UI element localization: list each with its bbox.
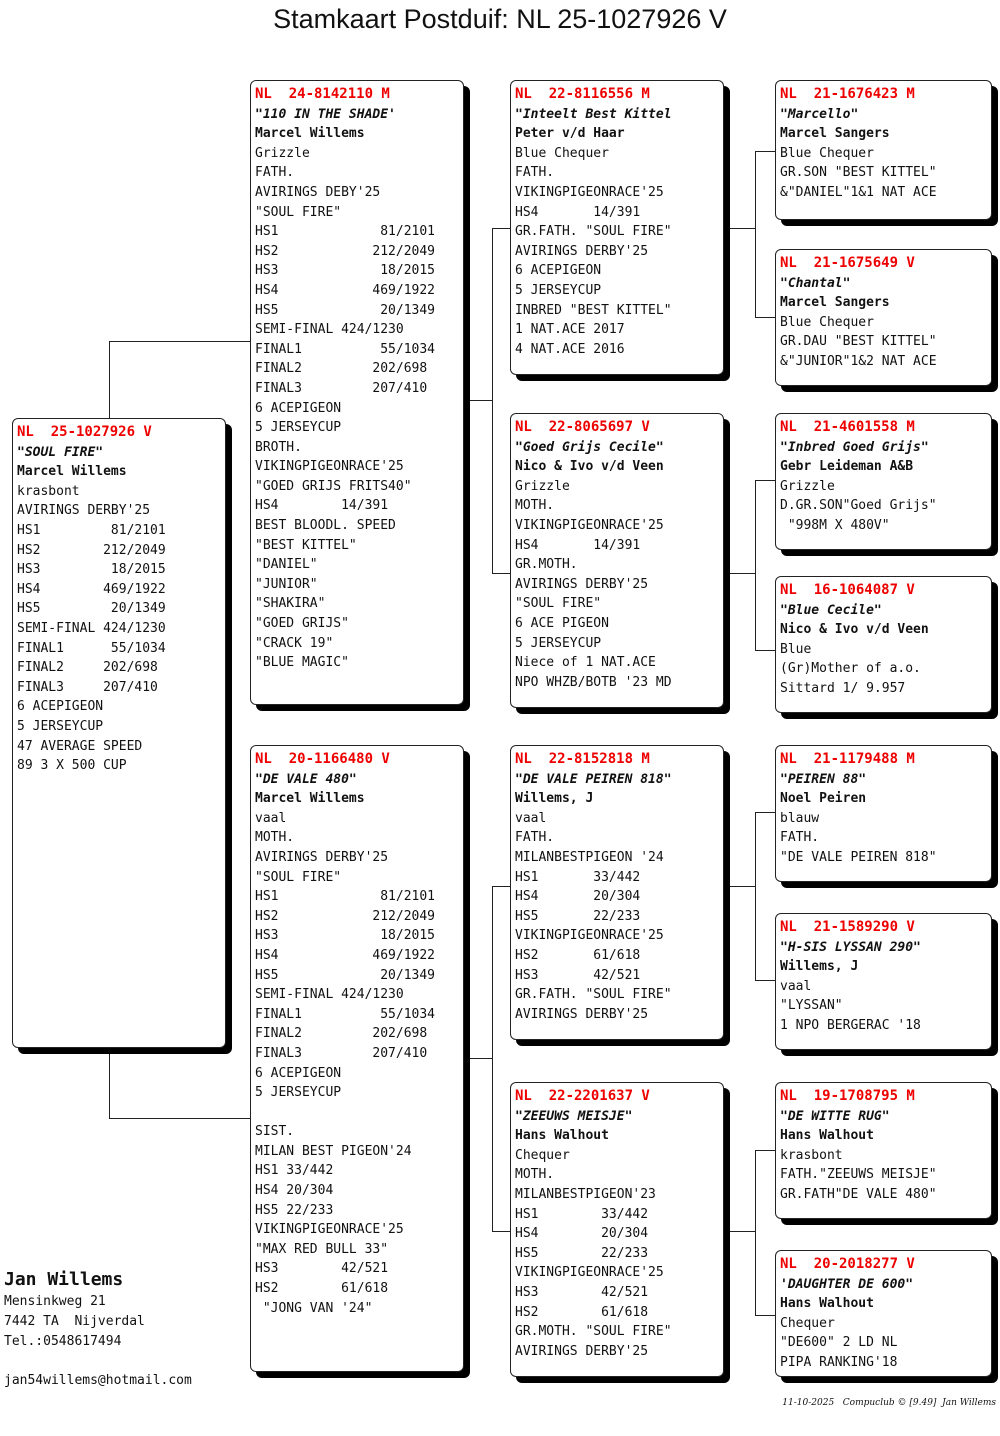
- card-line: "DANIEL": [255, 557, 318, 573]
- card-line: INBRED "BEST KITTEL": [515, 302, 672, 318]
- card-line: krasbont: [17, 483, 80, 499]
- card-line: MOTH.: [255, 830, 295, 846]
- pigeon-name: "Blue Cecile": [780, 602, 882, 618]
- card-line: FATH.: [255, 165, 295, 181]
- ring-number: NL 19-1708795 M: [780, 1088, 915, 1104]
- card-line: GR.FATH. "SOUL FIRE": [515, 224, 672, 240]
- card-line: FINAL2 202/698: [255, 1026, 428, 1042]
- breeder-name: Willems, J: [780, 959, 859, 975]
- card-line: "SOUL FIRE": [255, 204, 342, 220]
- ring-number: NL 20-2018277 V: [780, 1256, 915, 1272]
- pigeon-name: "DE WITTE RUG": [780, 1108, 890, 1124]
- card-line: 4 NAT.ACE 2016: [515, 341, 625, 357]
- card-line: HS4 14/391: [515, 537, 641, 553]
- connector-line: [492, 886, 510, 887]
- pigeon-name: "DE VALE PEIREN 818": [515, 771, 672, 787]
- page-title: Stamkaart Postduif: NL 25-1027926 V: [273, 4, 727, 34]
- connector-line: [755, 151, 775, 152]
- pigeon-card-fm-father: [775, 413, 992, 550]
- connector-line: [755, 1150, 756, 1315]
- connector-line: [109, 1046, 110, 1118]
- pigeon-name: "H-SIS LYSSAN 290": [780, 939, 921, 955]
- card-line: GR.SON "BEST KITTEL": [780, 165, 937, 181]
- card-line: HS4 14/391: [515, 204, 641, 220]
- connector-line: [755, 1150, 775, 1151]
- pigeon-card-ff-father: [775, 80, 992, 220]
- breeder-name: Hans Walhout: [515, 1128, 609, 1144]
- card-line: "998M X 480V": [780, 517, 890, 533]
- card-line: Blue: [780, 641, 812, 657]
- card-line: D.GR.SON"Goed Grijs": [780, 498, 937, 514]
- card-line: VIKINGPIGEONRACE'25: [515, 184, 664, 200]
- card-line: GR.MOTH.: [515, 557, 578, 573]
- card-line: HS4 20/304: [515, 1226, 649, 1242]
- card-line: HS1 33/442: [515, 1206, 649, 1222]
- card-line: SEMI-FINAL 424/1230: [17, 620, 166, 636]
- card-line: 1 NAT.ACE 2017: [515, 322, 625, 338]
- ring-number: NL 20-1166480 V: [255, 751, 390, 767]
- ring-number: NL 21-1675649 V: [780, 255, 915, 271]
- connector-line: [470, 400, 492, 401]
- breeder-name: Willems, J: [515, 791, 594, 807]
- card-line: FINAL1 55/1034: [255, 341, 436, 357]
- card-line: HS2 61/618: [515, 1304, 649, 1320]
- card-line: 89 3 X 500 CUP: [17, 758, 127, 774]
- connector-line: [755, 151, 756, 317]
- pigeon-name: "Goed Grijs Cecile": [515, 439, 664, 455]
- card-line: 6 ACEPIGEON: [255, 400, 342, 416]
- connector-line: [109, 1118, 250, 1119]
- card-line: HS2 61/618: [515, 947, 641, 963]
- connector-line: [755, 812, 756, 980]
- card-line: FATH.: [515, 165, 555, 181]
- owner-name: Jan Willems: [4, 1269, 124, 1290]
- pigeon-name: "Inbred Goed Grijs": [780, 439, 929, 455]
- pigeon-name: 'DAUGHTER DE 600": [780, 1276, 914, 1292]
- connector-line: [470, 1058, 492, 1059]
- pigeon-card-mm-father: [775, 1082, 992, 1219]
- pigeon-name: "Marcello": [780, 106, 859, 122]
- connector-line: [755, 480, 756, 650]
- owner-city: 7442 TA Nijverdal: [4, 1314, 145, 1329]
- card-line: vaal: [515, 810, 547, 826]
- card-line: MOTH.: [515, 1167, 555, 1183]
- breeder-name: Hans Walhout: [780, 1128, 874, 1144]
- card-line: "JONG VAN '24": [255, 1300, 373, 1316]
- card-line: HS5 22/233: [515, 1245, 649, 1261]
- card-line: HS5 20/1349: [17, 601, 166, 617]
- card-line: GR.FATH. "SOUL FIRE": [515, 987, 672, 1003]
- card-line: GR.FATH"DE VALE 480": [780, 1186, 937, 1202]
- card-line: HS3 18/2015: [255, 263, 436, 279]
- breeder-name: Marcel Willems: [255, 791, 365, 807]
- owner-email: jan54willems@hotmail.com: [4, 1373, 192, 1388]
- card-line: "BLUE MAGIC": [255, 655, 349, 671]
- card-line: MILAN BEST PIGEON'24: [255, 1143, 412, 1159]
- ring-number: NL 22-8152818 M: [515, 751, 650, 767]
- ring-number: NL 21-4601558 M: [780, 419, 915, 435]
- card-line: vaal: [255, 810, 287, 826]
- ring-number: NL 21-1179488 M: [780, 751, 915, 767]
- connector-line: [730, 573, 755, 574]
- card-line: FATH.: [780, 830, 820, 846]
- card-line: HS2 212/2049: [255, 908, 436, 924]
- card-line: FINAL2 202/698: [17, 660, 158, 676]
- card-line: GR.MOTH. "SOUL FIRE": [515, 1324, 672, 1340]
- card-line: "MAX RED BULL 33": [255, 1241, 389, 1257]
- card-line: HS5 20/1349: [255, 302, 436, 318]
- breeder-name: Hans Walhout: [780, 1296, 874, 1312]
- card-line: BROTH.: [255, 439, 302, 455]
- card-line: HS4 469/1922: [255, 282, 436, 298]
- pigeon-card-mm-mother: [775, 1250, 992, 1377]
- ring-number: NL 25-1027926 V: [17, 424, 152, 440]
- card-line: "CRACK 19": [255, 635, 334, 651]
- connector-line: [492, 1231, 510, 1232]
- card-line: "BEST KITTEL": [255, 537, 357, 553]
- card-line: HS1 81/2101: [17, 522, 166, 538]
- card-line: Grizzle: [515, 478, 570, 494]
- card-line: Chequer: [780, 1315, 835, 1331]
- card-line: Chequer: [515, 1147, 570, 1163]
- pigeon-card-mother-mother: [510, 1082, 724, 1377]
- card-line: AVIRINGS DERBY'25: [255, 849, 389, 865]
- card-line: "SOUL FIRE": [515, 596, 602, 612]
- card-line: "JUNIOR": [255, 576, 318, 592]
- pigeon-name: "PEIREN 88": [780, 771, 867, 787]
- connector-line: [755, 812, 775, 813]
- card-line: HS2 212/2049: [255, 243, 436, 259]
- pigeon-name: "110 IN THE SHADE': [255, 106, 396, 122]
- card-line: HS2 212/2049: [17, 542, 166, 558]
- breeder-name: Peter v/d Haar: [515, 126, 625, 142]
- owner-info: [4, 1268, 192, 1391]
- card-line: 5 JERSEYCUP: [255, 1085, 342, 1101]
- connector-line: [755, 980, 775, 981]
- card-line: Blue Chequer: [780, 314, 874, 330]
- ring-number: NL 24-8142110 M: [255, 86, 390, 102]
- pigeon-card-father: [250, 80, 464, 705]
- pigeon-card-subject: [12, 418, 226, 1048]
- card-line: VIKINGPIGEONRACE'25: [255, 459, 404, 475]
- card-line: MILANBESTPIGEON '24: [515, 849, 664, 865]
- connector-line: [492, 573, 510, 574]
- card-line: 6 ACE PIGEON: [515, 615, 609, 631]
- pigeon-name: "DE VALE 480": [255, 771, 357, 787]
- card-line: "DE600" 2 LD NL: [780, 1335, 898, 1351]
- connector-line: [730, 886, 755, 887]
- breeder-name: Nico & Ivo v/d Veen: [515, 459, 664, 475]
- connector-line: [109, 341, 250, 342]
- card-line: "SOUL FIRE": [255, 869, 342, 885]
- connector-line: [492, 228, 493, 573]
- card-line: HS5 20/1349: [255, 967, 436, 983]
- card-line: Niece of 1 NAT.ACE: [515, 655, 656, 671]
- card-line: AVIRINGS DEBY'25: [255, 184, 381, 200]
- owner-phone: Tel.:0548617494: [4, 1334, 122, 1349]
- card-line: &"DANIEL"1&1 NAT ACE: [780, 184, 937, 200]
- card-line: Grizzle: [780, 478, 835, 494]
- owner-street: Mensinkweg 21: [4, 1294, 106, 1309]
- breeder-name: Marcel Willems: [255, 126, 365, 142]
- pigeon-card-ff-mother: [775, 249, 992, 386]
- card-line: (Gr)Mother of a.o.: [780, 661, 921, 677]
- card-line: HS4 20/304: [515, 889, 641, 905]
- card-line: MILANBESTPIGEON'23: [515, 1186, 656, 1202]
- card-line: HS1 81/2101: [255, 224, 436, 240]
- card-line: HS3 42/521: [515, 967, 641, 983]
- pigeon-card-mf-mother: [775, 913, 992, 1050]
- card-line: Grizzle: [255, 145, 310, 161]
- card-line: SIST.: [255, 1124, 295, 1140]
- card-line: SEMI-FINAL 424/1230: [255, 987, 404, 1003]
- card-line: Blue Chequer: [780, 145, 874, 161]
- card-line: 47 AVERAGE SPEED: [17, 738, 143, 754]
- breeder-name: Marcel Willems: [17, 464, 127, 480]
- card-line: VIKINGPIGEONRACE'25: [515, 928, 664, 944]
- card-line: Sittard 1/ 9.957: [780, 680, 906, 696]
- card-line: GR.DAU "BEST KITTEL": [780, 334, 937, 350]
- card-line: &"JUNIOR"1&2 NAT ACE: [780, 353, 937, 369]
- breeder-name: Marcel Sangers: [780, 295, 890, 311]
- card-line: AVIRINGS DERBY'25: [515, 1006, 649, 1022]
- card-line: HS1 33/442: [255, 1163, 334, 1179]
- card-line: HS4 20/304: [255, 1183, 334, 1199]
- pigeon-name: "Chantal": [780, 275, 851, 291]
- card-line: HS4 469/1922: [255, 947, 436, 963]
- card-line: BEST BLOODL. SPEED: [255, 518, 396, 534]
- card-line: "LYSSAN": [780, 998, 843, 1014]
- breeder-name: Gebr Leideman A&B: [780, 459, 914, 475]
- card-line: "SHAKIRA": [255, 596, 326, 612]
- card-line: "GOED GRIJS": [255, 616, 349, 632]
- card-line: "GOED GRIJS FRITS40": [255, 478, 412, 494]
- card-line: NPO WHZB/BOTB '23 MD: [515, 674, 672, 690]
- card-line: VIKINGPIGEONRACE'25: [515, 1265, 664, 1281]
- card-line: SEMI-FINAL 424/1230: [255, 322, 404, 338]
- connector-line: [755, 480, 775, 481]
- breeder-name: Marcel Sangers: [780, 126, 890, 142]
- card-line: MOTH.: [515, 498, 555, 514]
- ring-number: NL 21-1676423 M: [780, 86, 915, 102]
- card-line: FINAL3 207/410: [255, 1045, 428, 1061]
- card-line: FINAL1 55/1034: [17, 640, 166, 656]
- connector-line: [492, 228, 510, 229]
- card-line: 5 JERSEYCUP: [515, 635, 602, 651]
- card-line: HS3 42/521: [515, 1284, 649, 1300]
- pigeon-card-mf-father: [775, 745, 992, 882]
- connector-line: [755, 650, 775, 651]
- card-line: VIKINGPIGEONRACE'25: [515, 517, 664, 533]
- card-line: 5 JERSEYCUP: [255, 420, 342, 436]
- card-line: Blue Chequer: [515, 145, 609, 161]
- card-line: 5 JERSEYCUP: [17, 718, 104, 734]
- card-line: HS5 22/233: [515, 908, 641, 924]
- pigeon-card-father-father: [510, 80, 724, 375]
- card-line: HS1 81/2101: [255, 889, 436, 905]
- connector-line: [730, 228, 755, 229]
- card-line: vaal: [780, 978, 812, 994]
- card-line: "DE VALE PEIREN 818": [780, 849, 937, 865]
- ring-number: NL 16-1064087 V: [780, 582, 915, 598]
- card-line: FINAL1 55/1034: [255, 1006, 436, 1022]
- card-line: FINAL3 207/410: [255, 380, 428, 396]
- card-line: FATH.: [515, 830, 555, 846]
- card-line: HS4 469/1922: [17, 581, 166, 597]
- card-line: 5 JERSEYCUP: [515, 282, 602, 298]
- card-line: 6 ACEPIGEON: [255, 1065, 342, 1081]
- pigeon-name: "ZEEUWS MEISJE": [515, 1108, 633, 1124]
- card-line: FINAL3 207/410: [17, 679, 158, 695]
- card-line: blauw: [780, 810, 820, 826]
- ring-number: NL 21-1589290 V: [780, 919, 915, 935]
- card-line: HS4 14/391: [255, 498, 389, 514]
- card-line: krasbont: [780, 1147, 843, 1163]
- pigeon-card-fm-mother: [775, 576, 992, 713]
- card-line: 1 NPO BERGERAC '18: [780, 1017, 921, 1033]
- card-line: VIKINGPIGEONRACE'25: [255, 1222, 404, 1238]
- card-line: AVIRINGS DERBY'25: [515, 576, 649, 592]
- card-line: HS3 18/2015: [255, 928, 436, 944]
- pigeon-card-father-mother: [510, 413, 724, 708]
- connector-line: [492, 886, 493, 1231]
- card-line: HS1 33/442: [515, 869, 641, 885]
- connector-line: [755, 1315, 775, 1316]
- pigeon-name: "Inteelt Best Kittel: [515, 106, 672, 122]
- pigeon-name: "SOUL FIRE": [17, 444, 104, 460]
- breeder-name: Nico & Ivo v/d Veen: [780, 622, 929, 638]
- card-line: 6 ACEPIGEON: [17, 699, 104, 715]
- connector-line: [730, 1231, 755, 1232]
- footer-credit: 11-10-2025 Compuclub © [9.49] Jan Willems: [782, 1398, 996, 1408]
- card-line: PIPA RANKING'18: [780, 1354, 898, 1370]
- card-line: HS2 61/618: [255, 1281, 389, 1297]
- card-line: HS3 18/2015: [17, 562, 166, 578]
- breeder-name: Noel Peiren: [780, 791, 867, 807]
- card-line: [255, 1103, 463, 1123]
- pigeon-card-mother: [250, 745, 464, 1372]
- connector-line: [755, 317, 775, 318]
- card-line: HS3 42/521: [255, 1261, 389, 1277]
- card-line: HS5 22/233: [255, 1202, 334, 1218]
- ring-number: NL 22-8065697 V: [515, 419, 650, 435]
- pigeon-card-mother-father: [510, 745, 724, 1040]
- ring-number: NL 22-2201637 V: [515, 1088, 650, 1104]
- card-line: FINAL2 202/698: [255, 361, 428, 377]
- card-line: AVIRINGS DERBY'25: [515, 243, 649, 259]
- card-line: AVIRINGS DERBY'25: [17, 503, 151, 519]
- card-line: AVIRINGS DERBY'25: [515, 1343, 649, 1359]
- ring-number: NL 22-8116556 M: [515, 86, 650, 102]
- connector-line: [109, 341, 110, 418]
- card-line: FATH."ZEEUWS MEISJE": [780, 1167, 937, 1183]
- card-line: 6 ACEPIGEON: [515, 263, 602, 279]
